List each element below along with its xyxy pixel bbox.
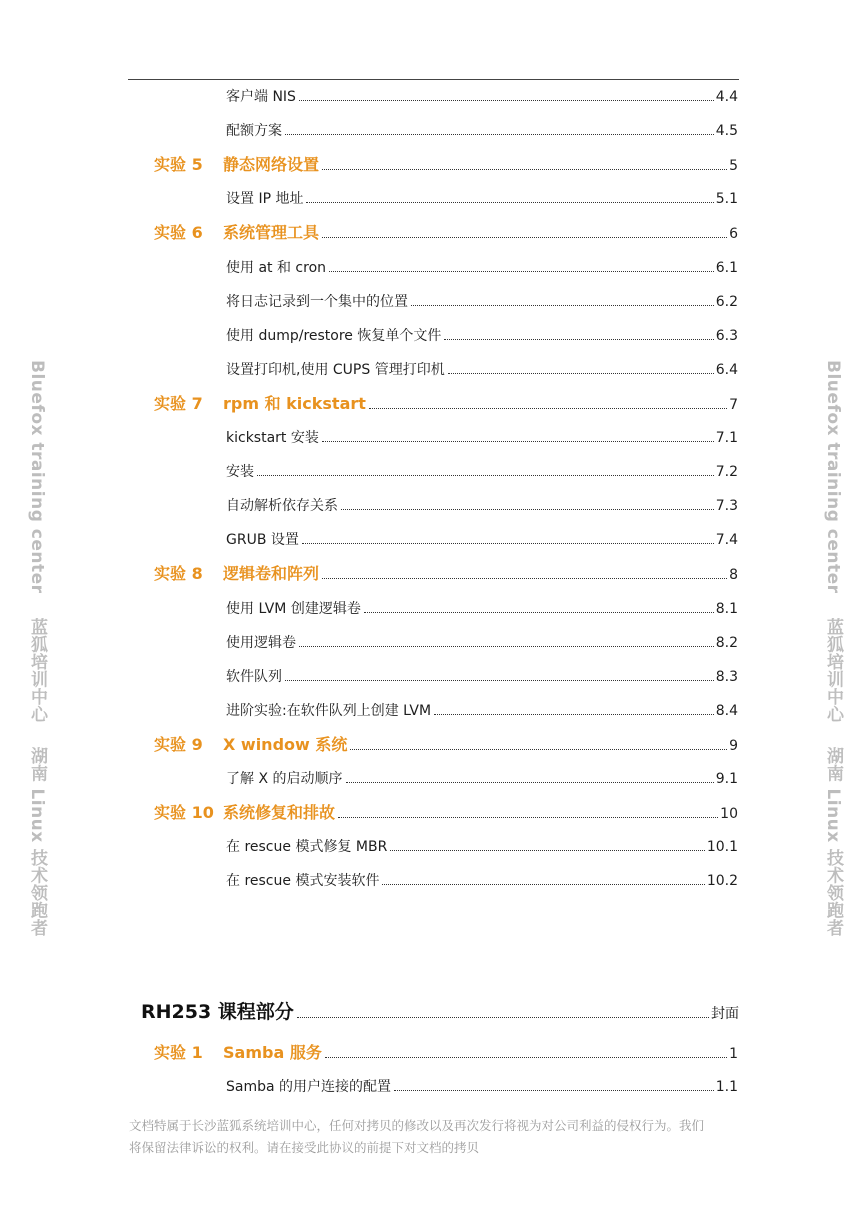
section-entry[interactable] [226,870,738,890]
section-title: 使用 LVM 创建逻辑卷 [226,600,361,617]
page-number: 9 [729,737,738,754]
page-number: 8.1 [715,600,738,617]
leader-dots [394,1089,714,1091]
footer-notice [129,1115,741,1159]
watermark-cn1: 蓝狐培训中心 [27,617,47,723]
leader-dots [411,304,714,306]
section-title: 使用 dump/restore 恢复单个文件 [226,327,442,344]
section-entry[interactable] [226,291,738,311]
section-title: 软件队列 [226,668,282,685]
page-number: 6.3 [715,327,738,344]
chapter-title: 系统修复和排故 [223,803,336,823]
section-entry[interactable] [226,188,738,208]
chapter-label: 实验 6 [154,223,203,243]
chapter-entry[interactable] [154,391,738,413]
section-entry[interactable] [226,529,738,549]
part-title: RH253 课程部分 [141,1001,294,1023]
chapter-label: 实验 5 [154,155,203,175]
section-title: 将日志记录到一个集中的位置 [226,293,408,310]
section-title: 设置打印机,使用 CUPS 管理打印机 [226,361,445,378]
leader-dots [341,508,714,510]
page-number: 6 [729,226,738,243]
section-title: 客户端 NIS [226,89,296,105]
page-number: 1 [729,1046,738,1062]
watermark-cn2: 湖南 Linux 技术领跑者 [823,747,843,938]
left-watermark [24,360,50,937]
section-title: 配额方案 [226,123,282,140]
leader-dots [322,168,727,170]
leader-dots [434,713,714,715]
section-entry[interactable] [226,598,738,618]
page-number: 1.1 [715,1079,738,1096]
page-number: 8.2 [715,634,738,651]
leader-dots [322,236,727,238]
page-number: 6.2 [715,293,738,310]
section-entry[interactable] [226,86,738,106]
leader-dots [322,440,714,442]
leader-dots [299,645,714,647]
section-title: 在 rescue 模式修复 MBR [226,839,388,856]
chapter-label: 实验 10 [154,803,214,823]
section-title: 安装 [226,464,254,481]
leader-dots [382,883,704,885]
section-entry[interactable] [226,1076,738,1096]
leader-dots [364,611,714,613]
section-entry[interactable] [226,427,738,447]
chapter-entry[interactable] [154,800,738,822]
leader-dots [299,99,714,101]
chapter-title: 逻辑卷和阵列 [223,564,320,584]
leader-dots [297,1016,709,1018]
page-number: 7 [729,396,738,413]
section-entry[interactable] [226,359,738,379]
right-watermark [820,360,846,937]
page-number: 8.3 [715,668,738,685]
chapter-entry[interactable] [154,152,738,174]
section-title: 使用逻辑卷 [226,634,296,651]
page-number: 7.2 [715,464,738,481]
section-title: Samba 的用户连接的配置 [226,1079,392,1096]
section-entry[interactable] [226,632,738,652]
chapter-entry[interactable] [154,561,738,583]
watermark-cn2: 湖南 Linux 技术领跑者 [27,747,47,938]
leader-dots [338,816,718,818]
leader-dots [257,474,714,476]
page-number: 10.2 [706,873,738,890]
page-number: 10 [720,806,738,823]
leader-dots [302,542,714,544]
page-number: 7.4 [715,532,738,549]
watermark-en: Bluefox training center [27,360,47,594]
page-number: 8.4 [715,702,738,719]
page-number: 10.1 [706,839,738,856]
section-entry[interactable] [226,257,738,277]
chapter-title: Samba 服务 [223,1043,322,1062]
section-entry[interactable] [226,768,738,788]
chapter-entry[interactable] [154,732,738,754]
footer-line: 文档特属于长沙蓝狐系统培训中心，任何对拷贝的修改以及再次发行将视为对公司利益的侵权行为。我们 [129,1118,705,1133]
leader-dots [285,133,714,135]
page-number: 9.1 [715,771,738,787]
chapter-entry[interactable] [154,220,738,242]
section-entry[interactable] [226,836,738,856]
leader-dots [285,679,714,681]
page-number: 7.3 [715,498,738,515]
chapter-title: 系统管理工具 [223,223,320,243]
section-title: 在 rescue 模式安装软件 [226,873,380,890]
part-page: 封面 [711,1006,739,1022]
watermark-en: Bluefox training center [823,360,843,594]
page-number: 5.1 [715,191,738,208]
section-title: 使用 at 和 cron [226,259,327,276]
chapter-label: 实验 8 [154,564,203,584]
watermark-cn1: 蓝狐培训中心 [823,617,843,723]
section-entry[interactable] [226,495,738,515]
section-title: GRUB 设置 [226,532,299,549]
chapter-title: X window 系统 [223,734,348,754]
section-entry[interactable] [226,700,738,720]
section-title: 进阶实验:在软件队列上创建 LVM [226,702,432,719]
section-title: 设置 IP 地址 [226,191,304,208]
chapter-entry[interactable] [154,1040,738,1062]
page-number: 8 [729,567,738,584]
section-entry[interactable] [226,461,738,481]
section-title: 自动解析依存关系 [226,498,338,515]
page-number: 6.4 [715,361,738,378]
leader-dots [325,1056,727,1058]
page-number: 4.5 [715,123,738,140]
leader-dots [346,781,714,783]
section-entry[interactable] [226,120,738,140]
leader-dots [448,372,714,374]
section-entry[interactable] [226,325,738,345]
leader-dots [306,201,713,203]
section-entry[interactable] [226,666,738,686]
chapter-label: 实验 1 [154,1043,203,1062]
leader-dots [350,748,727,750]
leader-dots [369,407,727,409]
section-title: 了解 X 的启动顺序 [226,771,343,787]
page-number: 6.1 [715,259,738,276]
footer-line: 将保留法律诉讼的权利。请在接受此协议的前提下对文档的拷贝 [129,1140,480,1155]
part-heading [141,997,739,1023]
leader-dots [390,849,705,851]
chapter-label: 实验 7 [154,393,203,413]
leader-dots [322,577,727,579]
page-number: 5 [729,158,738,175]
chapter-title: rpm 和 kickstart [223,393,366,413]
header-rule [128,79,739,80]
leader-dots [329,270,714,272]
page-number: 4.4 [715,89,738,105]
chapter-title: 静态网络设置 [223,155,320,175]
page-number: 7.1 [715,430,738,446]
chapter-label: 实验 9 [154,734,203,754]
section-title: kickstart 安装 [226,430,319,446]
leader-dots [444,338,713,340]
